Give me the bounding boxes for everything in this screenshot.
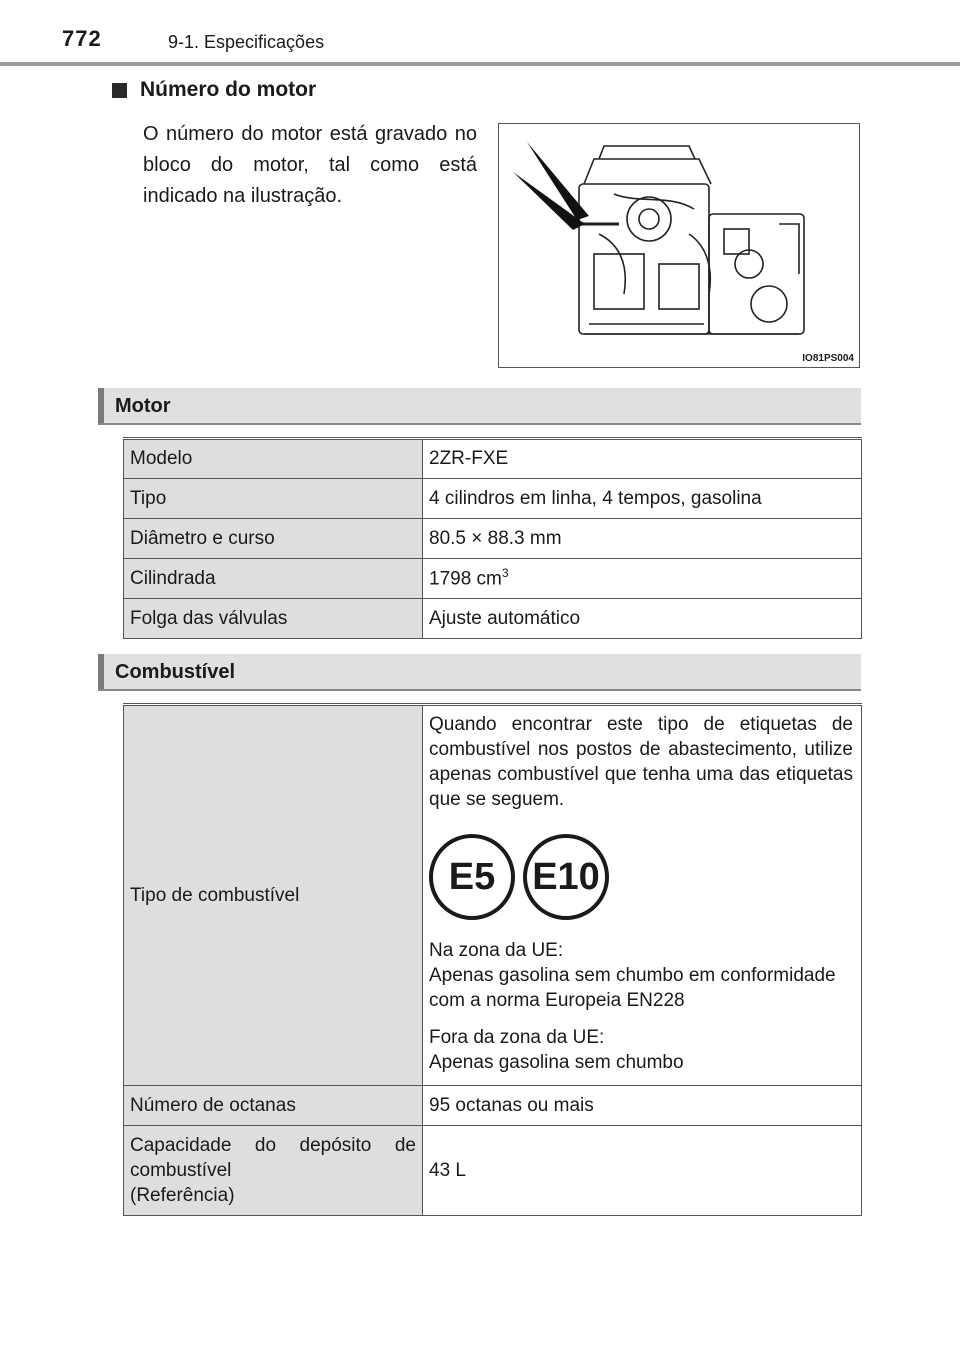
row-label: Diâmetro e curso <box>124 519 423 559</box>
figure-code: IO81PS004 <box>802 353 854 364</box>
row-label: Modelo <box>124 439 423 479</box>
table-row <box>124 705 862 1086</box>
tank-label-reference: (Referência) <box>130 1185 235 1206</box>
fuel-table <box>123 703 862 1216</box>
fuel-type-cell <box>423 705 862 1086</box>
engine-number-heading <box>112 78 316 102</box>
fuel-label-badges <box>429 834 853 920</box>
tank-value: 43 L <box>423 1126 862 1216</box>
table-row <box>124 479 862 519</box>
engine-number-title: Número do motor <box>140 78 317 101</box>
fuel-type-intro: Quando encontrar este tipo de etiquetas de combustível nos postos de abastecimento, utilize apenas combustível que tenha uma das etiquetas que se seguem. <box>429 714 853 810</box>
table-row <box>124 519 862 559</box>
engine-illustration <box>498 123 860 368</box>
row-label: Tipo <box>124 479 423 519</box>
table-row <box>124 1086 862 1126</box>
header-rule <box>0 62 960 66</box>
tank-label-text: Capacidade do depósito de combustível <box>130 1135 416 1181</box>
e5-fuel-label-icon: E5 <box>429 834 515 920</box>
eu-title: Na zona da UE: <box>429 940 564 961</box>
displacement-unit-exponent: 3 <box>501 566 509 581</box>
non-eu-text: Apenas gasolina sem chumbo <box>429 1052 684 1073</box>
row-value: 2ZR-FXE <box>423 439 862 479</box>
motor-table <box>123 437 862 639</box>
row-value: 80.5 × 88.3 mm <box>423 519 862 559</box>
row-value <box>423 559 862 599</box>
non-eu-title: Fora da zona da UE: <box>429 1027 605 1048</box>
motor-section-heading <box>98 388 861 425</box>
engine-number-text: O número do motor está gravado no bloco do motor, tal como está indicado na ilustração. <box>143 123 477 207</box>
octane-value: 95 octanas ou mais <box>423 1086 862 1126</box>
page-number: 772 <box>62 26 102 51</box>
square-bullet-icon <box>112 83 127 98</box>
octane-label: Número de octanas <box>124 1086 423 1126</box>
table-row <box>124 599 862 639</box>
table-row <box>124 559 862 599</box>
fuel-section-title: Combustível <box>115 661 236 683</box>
row-value: 4 cilindros em linha, 4 tempos, gasolina <box>423 479 862 519</box>
table-row <box>124 1126 862 1216</box>
row-value: Ajuste automático <box>423 599 862 639</box>
displacement-value: 1798 cm <box>429 568 502 590</box>
fuel-type-label: Tipo de combustível <box>124 705 423 1086</box>
row-label: Cilindrada <box>124 559 423 599</box>
fuel-section-heading <box>98 654 861 691</box>
row-label: Folga das válvulas <box>124 599 423 639</box>
e10-fuel-label-icon: E10 <box>523 834 609 920</box>
chapter-title: 9-1. Especificações <box>168 32 325 52</box>
tank-label <box>124 1126 423 1216</box>
engine-drawing <box>499 124 859 367</box>
motor-section-title: Motor <box>115 395 171 417</box>
eu-text: Apenas gasolina sem chumbo em conformidade com a norma Europeia EN228 <box>429 965 836 1011</box>
table-row <box>124 439 862 479</box>
